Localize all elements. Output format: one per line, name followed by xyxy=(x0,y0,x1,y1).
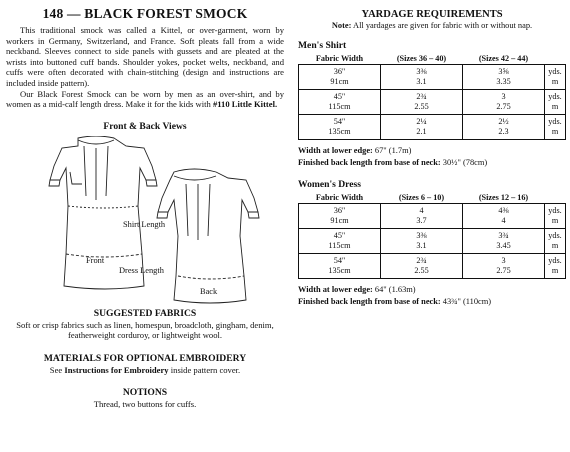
fabric-width-inches: 54" xyxy=(299,254,381,267)
header-sizes-a: (Sizes 6 – 10) xyxy=(398,192,445,202)
header-sizes-a: (Sizes 36 – 40) xyxy=(396,53,447,63)
yardage-b-yds: 3 xyxy=(463,254,545,267)
table-row xyxy=(299,216,566,229)
shirt-length-label: Shirt Length xyxy=(123,219,166,229)
notions-heading: NOTIONS xyxy=(122,386,168,398)
yardage-b-yds: 3¾ xyxy=(463,229,545,242)
left-column xyxy=(6,4,284,409)
fabric-width-inches: 36" xyxy=(299,65,381,78)
yardage-b-m: 3.35 xyxy=(463,77,545,90)
yardage-a-yds: 2¾ xyxy=(381,90,463,103)
mens-table-body xyxy=(299,65,566,140)
unit-yds: yds. xyxy=(545,65,566,78)
table-row xyxy=(299,90,566,103)
front-back-illustration xyxy=(6,136,284,304)
embroidery-materials xyxy=(6,353,284,375)
table-row xyxy=(299,77,566,90)
womens-table-body xyxy=(299,204,566,279)
unit-m: m xyxy=(545,102,566,115)
yardage-a-yds: 2¾ xyxy=(381,254,463,267)
suggested-fabrics xyxy=(6,308,284,341)
womens-lower-edge: Width at lower edge: 64" (1.63m) xyxy=(298,285,416,294)
yardage-a-m: 2.55 xyxy=(381,102,463,115)
yardage-b-m: 2.3 xyxy=(463,127,545,140)
table-row xyxy=(299,115,566,128)
table-row xyxy=(299,241,566,254)
fabric-width-inches: 45" xyxy=(299,229,381,242)
fabric-width-inches: 36" xyxy=(299,204,381,217)
embroidery-heading: MATERIALS FOR OPTIONAL EMBROIDERY xyxy=(43,352,247,364)
intro-text xyxy=(6,25,284,110)
womens-back-length: Finished back length from base of neck: 43¾" (110cm) xyxy=(298,297,492,306)
unit-yds: yds. xyxy=(545,90,566,103)
fabric-width-cm: 91cm xyxy=(299,216,381,229)
header-fabric-width: Fabric Width xyxy=(315,53,364,63)
unit-m: m xyxy=(545,266,566,279)
unit-yds: yds. xyxy=(545,229,566,242)
yardage-a-m: 3.1 xyxy=(381,77,463,90)
yardage-b-yds: 4⅜ xyxy=(463,204,545,217)
unit-m: m xyxy=(545,241,566,254)
unit-yds: yds. xyxy=(545,254,566,267)
table-row xyxy=(299,127,566,140)
yardage-title: YARDAGE REQUIREMENTS xyxy=(361,9,503,20)
table-row xyxy=(299,102,566,115)
mens-yardage-table xyxy=(298,53,566,140)
womens-dress-title: Women's Dress xyxy=(298,179,361,190)
yardage-b-yds: 2½ xyxy=(463,115,545,128)
unit-m: m xyxy=(545,77,566,90)
related-pattern-link: #110 Little Kittel. xyxy=(212,99,278,110)
mens-back-length: Finished back length from base of neck: 30½" (78cm) xyxy=(298,158,488,167)
yardage-a-m: 3.1 xyxy=(381,241,463,254)
fabric-width-inches: 45" xyxy=(299,90,381,103)
fabric-width-cm: 135cm xyxy=(299,127,381,140)
fabrics-heading: SUGGESTED FABRICS xyxy=(93,307,197,319)
views-title: Front & Back Views xyxy=(103,120,187,132)
yardage-b-m: 3.45 xyxy=(463,241,545,254)
unit-yds: yds. xyxy=(545,204,566,217)
fabric-width-cm: 91cm xyxy=(299,77,381,90)
fabric-width-inches: 54" xyxy=(299,115,381,128)
table-row xyxy=(299,229,566,242)
mens-shirt-title: Men's Shirt xyxy=(298,40,347,51)
unit-yds: yds. xyxy=(545,115,566,128)
right-column xyxy=(298,4,566,306)
fabric-width-cm: 115cm xyxy=(299,241,381,254)
yardage-b-m: 4 xyxy=(463,216,545,229)
notions-text: Thread, two buttons for cuffs. xyxy=(93,398,197,409)
womens-yardage-table xyxy=(298,192,566,279)
header-sizes-b: (Sizes 42 – 44) xyxy=(478,53,529,63)
yardage-a-yds: 3⅜ xyxy=(381,65,463,78)
yardage-a-yds: 2¼ xyxy=(381,115,463,128)
table-row xyxy=(299,254,566,267)
table-row xyxy=(299,266,566,279)
yardage-b-yds: 3⅝ xyxy=(463,65,545,78)
yardage-b-m: 2.75 xyxy=(463,266,545,279)
yardage-a-m: 2.55 xyxy=(381,266,463,279)
embroidery-text: See Instructions for Embroidery inside pattern cover. xyxy=(49,364,241,375)
yardage-a-m: 2.1 xyxy=(381,127,463,140)
yardage-a-yds: 4 xyxy=(381,204,463,217)
yardage-a-m: 3.7 xyxy=(381,216,463,229)
pattern-title: 148 — BLACK FOREST SMOCK xyxy=(42,6,248,21)
header-fabric-width: Fabric Width xyxy=(315,192,364,202)
header-sizes-b: (Sizes 12 – 16) xyxy=(478,192,529,202)
front-label: Front xyxy=(86,255,105,265)
back-label: Back xyxy=(200,286,218,296)
intro-paragraph-1: This traditional smock was called a Kittel, or over-garment, worn by workers in Germany, Switzerland, and France. Soft pleats fall from a wide neckband. Sleeves connect to side panels with gussets and are pleated at the wrists into buttoned cuff bands. Shoulder yokes, pocket welts, neckband, and cuffs were often decorated with chain-stitching (design and instructions are included inside pattern). xyxy=(6,25,284,88)
table-row xyxy=(299,204,566,217)
unit-m: m xyxy=(545,127,566,140)
dress-length-label: Dress Length xyxy=(119,265,164,275)
mens-lower-edge: Width at lower edge: 67" (1.7m) xyxy=(298,146,412,155)
fabric-width-cm: 135cm xyxy=(299,266,381,279)
notions xyxy=(6,387,284,409)
unit-m: m xyxy=(545,216,566,229)
table-row xyxy=(299,65,566,78)
yardage-a-yds: 3⅜ xyxy=(381,229,463,242)
fabric-width-cm: 115cm xyxy=(299,102,381,115)
intro-paragraph-2: Our Black Forest Smock can be worn by men as an over-shirt, and by women as a mid-calf length dress. Make it for the kids with #110 Little Kittel. xyxy=(6,88,284,110)
yardage-b-m: 2.75 xyxy=(463,102,545,115)
fabrics-text: Soft or crisp fabrics such as linen, homespun, broadcloth, gingham, denim, featherweight corduroy, or lightweight wool. xyxy=(16,319,274,341)
yardage-note: Note: All yardages are given for fabric with or without nap. xyxy=(331,21,533,30)
yardage-b-yds: 3 xyxy=(463,90,545,103)
